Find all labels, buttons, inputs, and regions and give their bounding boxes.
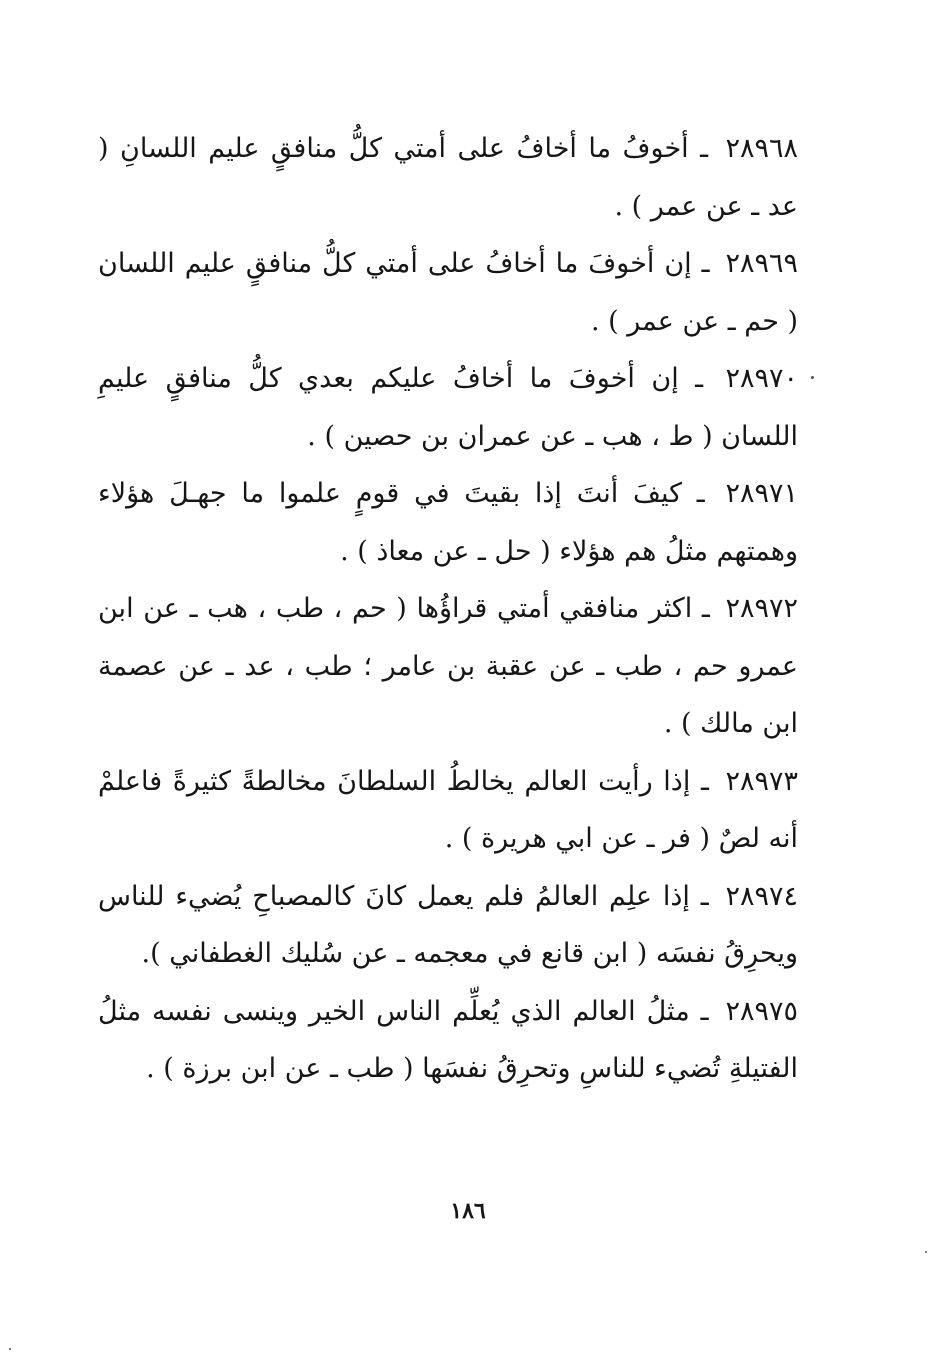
scan-speck bbox=[9, 1348, 11, 1350]
hadith-entry bbox=[98, 120, 798, 235]
hadith-text: ـ إن أخوفَ ما أخافُ عليكم بعدي كلُّ منافقٍ عليمِ اللسان ( ط ، هب ـ عن عمران بن حصين ) . bbox=[98, 363, 798, 452]
hadith-number: ٢٨٩٧٥ bbox=[725, 995, 798, 1027]
hadith-number: ٢٨٩٧٢ bbox=[725, 593, 798, 624]
hadith-text: ـ كيفَ أنتَ إذا بقيتَ في قومٍ علموا ما جهـلَ هؤلاء وهمتهم مثلُ هم هؤلاء ( حل ـ عن معاذ ) . bbox=[98, 478, 798, 567]
hadith-entry bbox=[98, 465, 798, 580]
scan-speck bbox=[925, 1251, 927, 1253]
hadith-text: ـ إن أخوفَ ما أخافُ على أمتي كلُّ منافقٍ عليم اللسان ( حم ـ عن عمر ) . bbox=[98, 248, 798, 337]
hadith-number: ٢٨٩٦٩ bbox=[725, 248, 798, 279]
hadith-text: ـ إذا علِم العالمُ فلم يعمل كانَ كالمصباحِ يُضيء للناس ويحرِقُ نفسَه ( ابن قانع في معجمه ـ عن سُليك الغطفاني ). bbox=[98, 880, 798, 969]
hadith-text: ـ أخوفُ ما أخافُ على أمتي كلُّ منافقٍ عليم اللسانِ ( عد ـ عن عمر ) . bbox=[98, 133, 798, 222]
hadith-entry bbox=[98, 983, 798, 1098]
hadith-entry bbox=[98, 868, 798, 983]
hadith-number: ٢٨٩٦٨ bbox=[725, 133, 798, 164]
hadith-number: ٢٨٩٧٠ bbox=[725, 363, 798, 394]
hadith-entry bbox=[98, 235, 798, 350]
hadith-text: ـ اكثر منافقي أمتي قراؤُها ( حم ، طب ، هب ـ عن ابن عمرو حم ، طب ـ عن عقبة بن عامر ؛ طب ، عد ـ عن عصمة ابن مالك ) . bbox=[98, 593, 798, 739]
scan-speck bbox=[811, 376, 814, 379]
hadith-list bbox=[98, 120, 798, 1098]
hadith-text: ـ إذا رأيت العالم يخالطُ السلطانَ مخالطةً كثيرةً فاعلمْ أنه لصٌ ( فر ـ عن ابي هريرة ) . bbox=[98, 765, 798, 854]
hadith-entry bbox=[98, 753, 798, 868]
hadith-number: ٢٨٩٧١ bbox=[725, 478, 798, 509]
hadith-number: ٢٨٩٧٤ bbox=[725, 880, 798, 912]
page-number: ١٨٦ bbox=[450, 1198, 486, 1224]
hadith-text: ـ مثلُ العالم الذي يُعلِّم الناس الخير وينسى نفسه مثلُ الفتيلةِ تُضيء للناسِ وتحرِقُ نفسَها ( طب ـ عن ابن برزة ) . bbox=[98, 995, 798, 1084]
hadith-number: ٢٨٩٧٣ bbox=[725, 765, 798, 797]
hadith-entry bbox=[98, 350, 798, 465]
hadith-entry bbox=[98, 580, 798, 753]
